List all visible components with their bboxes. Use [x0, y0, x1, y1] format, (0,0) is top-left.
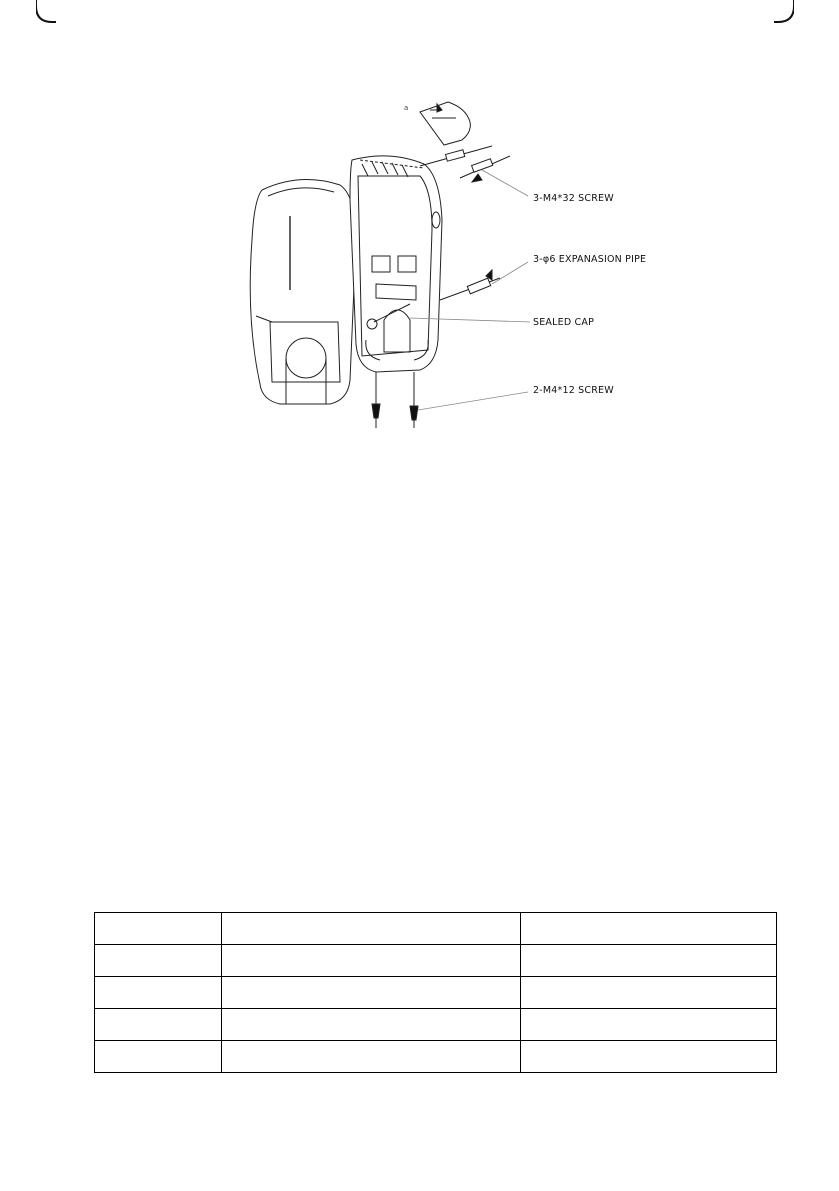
- top-cap-part: [420, 102, 470, 145]
- table-cell: [521, 1009, 777, 1041]
- table-cell: [521, 913, 777, 945]
- installation-exploded-diagram: [0, 0, 839, 440]
- top-part-label: a: [404, 104, 409, 112]
- table-cell: [95, 1009, 222, 1041]
- table-cell: [521, 945, 777, 977]
- screw-top-callout: 3-M4*32 SCREW: [533, 193, 614, 204]
- table-row: [95, 1009, 777, 1041]
- sealed-cap-callout: SEALED CAP: [533, 317, 595, 328]
- table-cell: [95, 977, 222, 1009]
- table-row: [95, 945, 777, 977]
- parts-table: [94, 912, 777, 1073]
- screw-bottom-callout: 2-M4*12 SCREW: [533, 385, 614, 396]
- expansion-pipe: [440, 270, 500, 300]
- table-cell: [95, 913, 222, 945]
- table-cell: [222, 913, 521, 945]
- bottom-screws: [372, 372, 528, 428]
- table-cell: [521, 977, 777, 1009]
- table-cell: [222, 1041, 521, 1073]
- table-cell: [95, 945, 222, 977]
- table-cell: [95, 1041, 222, 1073]
- table-row: [95, 913, 777, 945]
- table-cell: [222, 945, 521, 977]
- table-row: [95, 1041, 777, 1073]
- table-cell: [222, 977, 521, 1009]
- table-cell: [222, 1009, 521, 1041]
- expansion-pipe-callout: 3-φ6 EXPANASION PIPE: [533, 254, 647, 265]
- table-cell: [521, 1041, 777, 1073]
- table-row: [95, 977, 777, 1009]
- back-box: [350, 156, 442, 372]
- front-cover: [250, 180, 356, 404]
